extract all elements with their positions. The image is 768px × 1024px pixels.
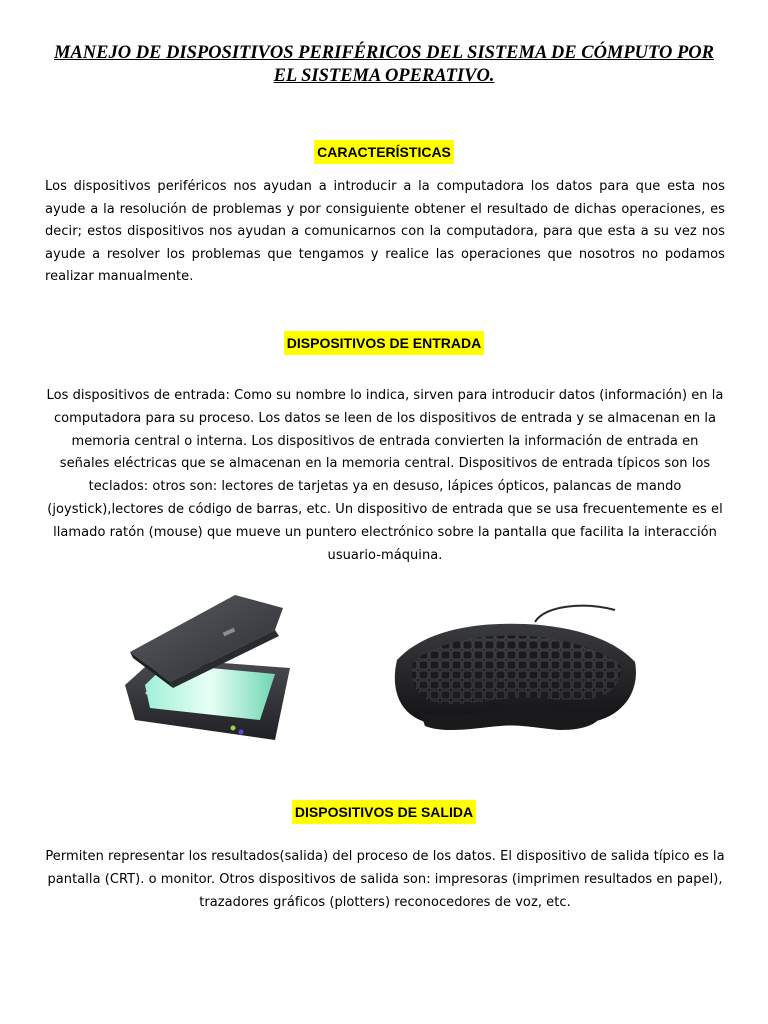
document-title: MANEJO DE DISPOSITIVOS PERIFÉRICOS DEL SISTEMA DE CÓMPUTO POR EL SISTEMA OPERATIVO.	[53, 43, 714, 86]
heading-caracteristicas-wrap	[0, 140, 768, 164]
heading-entrada-wrap	[0, 331, 768, 355]
section-heading-salida: DISPOSITIVOS DE SALIDA	[292, 800, 476, 824]
section-heading-caracteristicas: CARACTERÍSTICAS	[314, 140, 454, 164]
device-images	[115, 590, 635, 750]
scanner-image	[115, 590, 315, 750]
paragraph-entrada: Los dispositivos de entrada: Como su nombre lo indica, sirven para introducir datos (información) en la computadora para su proceso. Los datos se leen de los dispositivos de entrada y se almacenan en la memoria central o interna. Los dispositivos de entrada convierten la información de entrada en señales eléctricas que se almacenan en la memoria central. Dispositivos de entrada típicos son los teclados: otros son: lectores de tarjetas ya en desuso, lápices ópticos, palancas de mando (joystick),lectores de código de barras, etc. Un dispositivo de entrada que se usa frecuentemente es el llamado ratón (mouse) que mueve un puntero electrónico sobre la pantalla que facilita la interacción usuario-máquina.	[46, 388, 724, 563]
keyboard-image	[385, 600, 645, 740]
heading-salida-wrap	[0, 800, 768, 824]
section-heading-entrada: DISPOSITIVOS DE ENTRADA	[284, 331, 484, 355]
paragraph-salida: Permiten representar los resultados(salida) del proceso de los datos. El dispositivo de salida típico es la pantalla (CRT). o monitor. Otros dispositivos de salida son: impresoras (imprimen resultados en papel), trazadores gráficos (plotters) reconocedores de voz, etc.	[45, 849, 725, 910]
paragraph-caracteristicas: Los dispositivos periféricos nos ayudan a introducir a la computadora los datos para que esta nos ayude a la resolución de problemas y por consiguiente obtener el resultado de dichas operaciones, es decir; estos dispositivos nos ayudan a comunicarnos con la computadora, para que esta a su vez nos ayude a resolver los problemas que tengamos y realice las operaciones que nosotros no podamos realizar manualmente.	[45, 179, 725, 284]
